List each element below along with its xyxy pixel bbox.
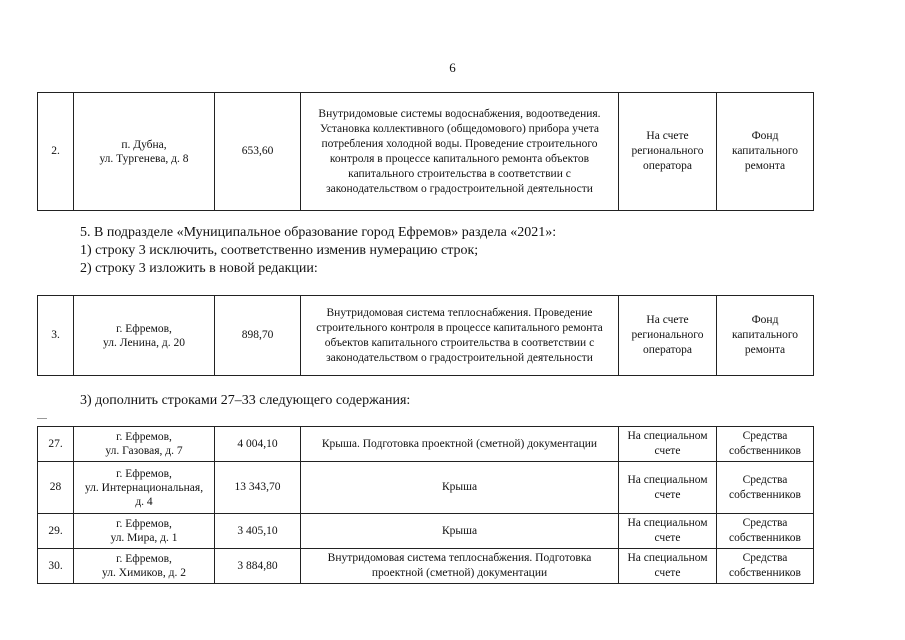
address-line: п. Дубна, [121,138,167,151]
work-cell: Крыша [301,462,619,514]
work-cell: Внутридомовые системы водоснабжения, водоотведения. Установка коллективного (общедомового) прибора учета потребления холодной воды. Проведение строительного контроля в процессе капитального ремонта объектов капитального строительства в соответствии с законодательством о градостроительной деятельности [301,93,619,211]
address-line: ул. Тургенева, д. 8 [99,152,189,165]
cost-cell: 4 004,10 [215,427,301,462]
table-row [38,296,814,376]
table-repair-dubna [37,92,814,211]
row-number: 27. [38,427,74,462]
address-cell [74,427,215,462]
fund-cell: Средства собственников [717,549,814,584]
fund-cell: Фонд капитального ремонта [717,93,814,211]
work-cell: Внутридомовая система теплоснабжения. Подготовка проектной (сметной) документации [301,549,619,584]
table-row [38,549,814,584]
table-row [38,427,814,462]
cost-cell: 898,70 [215,296,301,376]
table-row [38,462,814,514]
paragraph-item-3: 3) дополнить строками 27–33 следующего содержания: [80,393,411,408]
row-number: 2. [38,93,74,211]
page-number: 6 [449,60,456,75]
address-line: г. Ефремов, [116,518,172,530]
account-cell: На счете регионального оператора [619,93,717,211]
paragraph-section-5: 5. В подразделе «Муниципальное образование город Ефремов» раздела «2021»: [80,225,557,240]
address-cell [74,514,215,549]
account-cell: На счете регионального оператора [619,296,717,376]
account-cell: На специальном счете [619,427,717,462]
address-line: г. Ефремов, [116,431,172,443]
account-cell: На специальном счете [619,514,717,549]
account-cell: На специальном счете [619,462,717,514]
work-cell: Крыша [301,514,619,549]
cost-cell: 653,60 [215,93,301,211]
address-line: ул. Газовая, д. 7 [105,445,183,457]
account-cell: На специальном счете [619,549,717,584]
row-number: 28 [38,462,74,514]
fund-cell: Средства собственников [717,427,814,462]
address-line: г. Ефремов, [116,467,172,480]
table-row [38,514,814,549]
address-line: ул. Ленина, д. 20 [103,336,185,349]
row-number: 3. [38,296,74,376]
paragraph-item-2: 2) строку 3 изложить в новой редакции: [80,261,318,276]
address-line: д. 4 [135,495,153,508]
table-repair-additions [37,426,814,584]
address-cell [74,93,215,211]
row-number: 29. [38,514,74,549]
fund-cell: Средства собственников [717,514,814,549]
work-cell: Внутридомовая система теплоснабжения. Проведение строительного контроля в процессе капитального ремонта объектов капитального строительства в соответствии с законодательством о градостроительной деятельности [301,296,619,376]
cost-cell: 13 343,70 [215,462,301,514]
address-line: ул. Интернациональная, [84,481,204,494]
row-number: 30. [38,549,74,584]
work-cell: Крыша. Подготовка проектной (сметной) документации [301,427,619,462]
fund-cell: Фонд капитального ремонта [717,296,814,376]
table-repair-lenina [37,295,814,376]
table-row [38,93,814,211]
cost-cell: 3 405,10 [215,514,301,549]
address-cell [74,462,215,514]
address-line: ул. Химиков, д. 2 [102,567,186,579]
paragraph-item-1: 1) строку 3 исключить, соответственно изменив нумерацию строк; [80,243,479,258]
cost-cell: 3 884,80 [215,549,301,584]
address-line: г. Ефремов, [116,322,172,335]
address-line: г. Ефремов, [116,553,172,565]
address-cell [74,296,215,376]
divider [37,418,47,419]
fund-cell: Средства собственников [717,462,814,514]
address-line: ул. Мира, д. 1 [110,532,178,544]
address-cell [74,549,215,584]
